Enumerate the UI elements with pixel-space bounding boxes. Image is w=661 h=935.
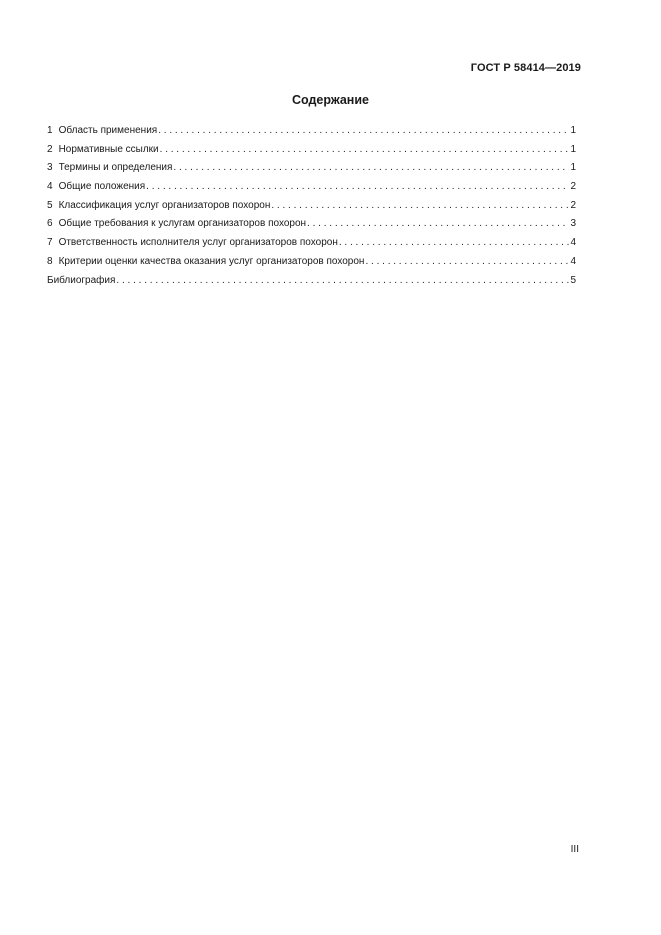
toc-item-number: 3 <box>47 162 53 174</box>
toc-leader-dots <box>271 197 569 216</box>
toc-leader-dots <box>339 234 570 253</box>
toc-item-number: 5 <box>47 199 53 211</box>
toc-item-title: Ответственность исполнителя услуг организаторов похорон <box>58 237 338 249</box>
toc-item-page: 1 <box>570 125 576 136</box>
toc-item-title: Общие требования к услугам организаторов похорон <box>58 218 307 230</box>
toc-title: Содержание <box>291 93 369 107</box>
toc-item-page: 3 <box>570 218 576 230</box>
toc-item-page: 1 <box>570 162 576 174</box>
toc-leader-dots <box>116 272 569 291</box>
toc-item-title: Термины и определения <box>58 162 173 174</box>
toc-leader-dots <box>307 215 569 234</box>
toc-item-title: Классификация услуг организаторов похорон <box>58 199 271 211</box>
toc-item[interactable] <box>47 159 576 178</box>
toc-item-title: Нормативные ссылки <box>58 143 159 155</box>
toc-item[interactable] <box>47 215 576 234</box>
toc-item-number: 4 <box>47 181 53 193</box>
toc-leader-dots <box>365 253 569 272</box>
toc-leader-dots <box>158 122 569 141</box>
toc-item-bibliography[interactable] <box>47 272 576 291</box>
document-code: ГОСТ Р 58414—2019 <box>470 62 581 74</box>
toc-item-number: 1 <box>47 125 53 136</box>
toc-item-page: 2 <box>570 199 576 211</box>
toc-leader-dots <box>146 178 569 197</box>
toc-item-page: 2 <box>570 181 576 193</box>
toc-item[interactable] <box>47 197 576 216</box>
toc-leader-dots <box>160 141 570 160</box>
toc-item[interactable] <box>47 234 576 253</box>
toc-item[interactable] <box>47 178 576 197</box>
toc-item[interactable] <box>47 253 576 272</box>
toc-item-number: 6 <box>47 218 53 230</box>
toc-item-number: 7 <box>47 237 53 249</box>
toc-item-page: 1 <box>570 143 576 155</box>
page-number: III <box>570 844 579 855</box>
toc-item-title: Критерии оценки качества оказания услуг организаторов похорон <box>58 255 365 267</box>
toc-item-title: Библиография <box>47 274 116 286</box>
toc-item[interactable] <box>47 122 576 141</box>
toc-item-page: 5 <box>570 274 576 286</box>
toc-leader-dots <box>173 159 569 178</box>
toc-item[interactable] <box>47 141 576 160</box>
toc-item-page: 4 <box>570 255 576 267</box>
toc-item-page: 4 <box>570 237 576 249</box>
toc-item-title: Общие положения <box>58 181 146 193</box>
toc-item-number: 2 <box>47 143 53 155</box>
toc-item-title: Область применения <box>58 125 158 136</box>
toc-item-number: 8 <box>47 255 53 267</box>
table-of-contents <box>47 122 576 290</box>
